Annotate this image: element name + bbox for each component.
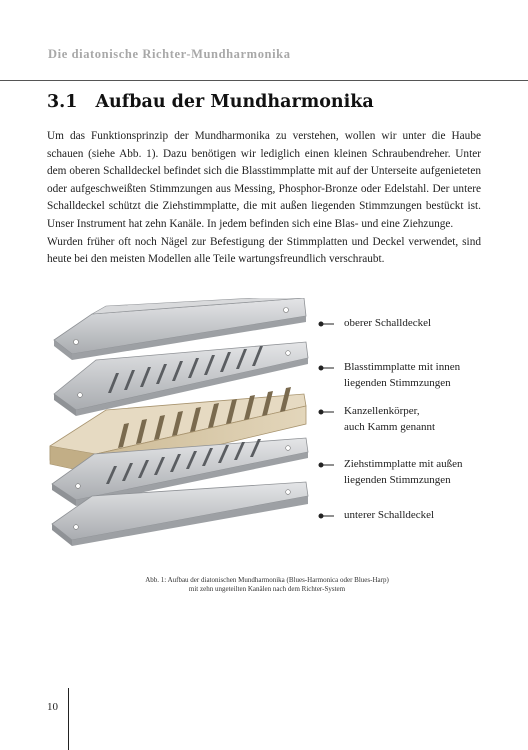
- label-comb: Kanzellenkörper, auch Kamm genannt: [344, 405, 436, 433]
- page-number: 10: [47, 701, 58, 713]
- body-text: [47, 128, 481, 269]
- footer-rule: [68, 688, 69, 750]
- paragraph-1: Um das Funktionsprinzip der Mundharmonika zu verstehen, wollen wir unter die Haube schauen (siehe Abb. 1). Dazu benötigen wir lediglich einen kleinen Schraubendreher. Unter dem oberen Schalldeckel befindet sich die Blasstimmplatte mit auf der Unterseite aufgenieteten oder aufgeschweißten Stimmzungen aus Messing, Phosphor-Bronze oder Edelstahl. Der untere Schalldeckel schützt die Ziehstimmplatte, die mit außen liegenden Stimmzungen bestückt ist. Unser Instrument hat zehn Kanäle. In jedem befinden sich eine Blas- und eine Ziehzunge.: [47, 130, 481, 230]
- figure-caption: Abb. 1: Aufbau der diatonischen Mundharmonika (Blues-Harmonica oder Blues-Harp) mit zehn ungeteilten Kanälen nach dem Richter-System: [145, 576, 389, 593]
- harmonica-figure: [36, 298, 506, 548]
- running-head: Die diatonische Richter-Mundharmonika: [48, 47, 291, 61]
- paragraph-2: Wurden früher oft noch Nägel zur Befestigung der Stimmplatten und Deckel verwendet, sind heute bei den meisten Modellen alle Teile wartungsfreundlich verschraubt.: [47, 235, 481, 266]
- header-rule: [0, 80, 528, 81]
- exploded-harmonica-illustration: [36, 298, 506, 548]
- section-title: [47, 92, 374, 112]
- label-blow-reed-plate: Blasstimmplatte mit innen liegenden Stimmzungen: [344, 361, 461, 389]
- section-number: 3.1: [47, 92, 78, 112]
- section-heading: Aufbau der Mundharmonika: [95, 92, 374, 112]
- label-top-cover: oberer Schalldeckel: [344, 317, 432, 329]
- leader-lines: [319, 322, 334, 518]
- label-bottom-cover: unterer Schalldeckel: [344, 509, 435, 521]
- label-draw-reed-plate: Ziehstimmplatte mit außen liegenden Stimmzungen: [344, 458, 463, 486]
